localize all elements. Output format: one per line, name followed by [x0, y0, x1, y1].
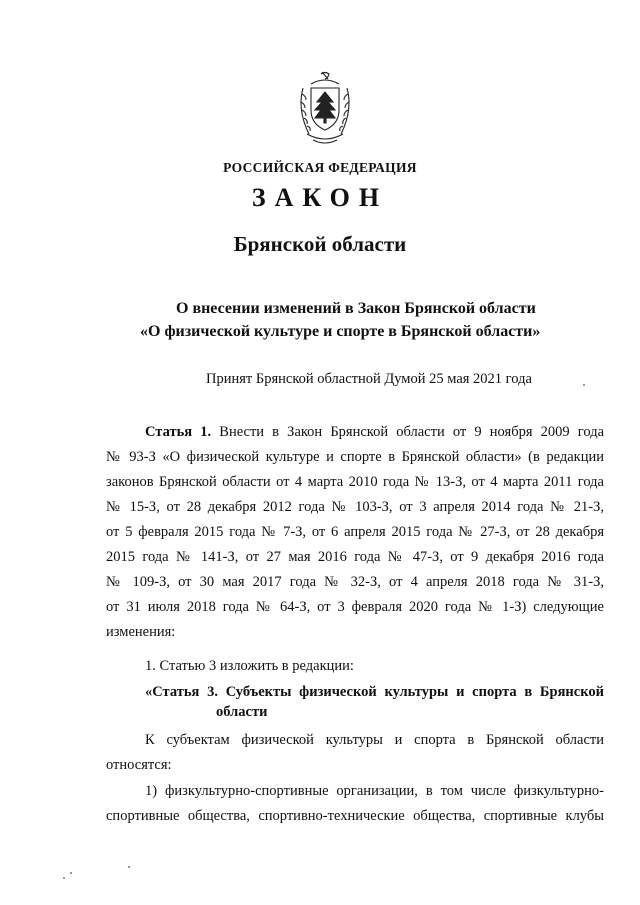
- article-3-heading-line-1: «Статья 3. Субъекты физической культуры и спорта в Брянской: [145, 684, 604, 700]
- document-title-line-1: О внесении изменений в Закон Брянской области: [176, 300, 536, 317]
- document-title-line-2: «О физической культуре и спорте в Брянской области»: [140, 323, 541, 340]
- article-3-heading-line-2: области: [216, 704, 268, 720]
- article-1-heading: Статья 1.: [145, 424, 212, 440]
- point-1-line-2: спортивные общества, спортивно-технические общества, спортивные клубы: [106, 808, 604, 824]
- article-1-line-1: [145, 424, 604, 441]
- region-heading: Брянской области: [233, 232, 407, 256]
- scan-speck: [63, 877, 65, 879]
- item-1: 1. Статью 3 изложить в редакции:: [145, 658, 354, 674]
- article-1-line-9: изменения:: [106, 624, 176, 640]
- article-1-line-5: от 5 февраля 2015 года № 7-З, от 6 апреля 2015 года № 27-З, от 28 декабря: [106, 524, 604, 540]
- law-heading: ЗАКОН: [251, 183, 389, 212]
- subjects-line-2: относятся:: [106, 757, 172, 773]
- bryansk-coat-of-arms-icon: [293, 70, 357, 150]
- article-1-line-7: № 109-З, от 30 мая 2017 года № 32-З, от 4 апреля 2018 года № 31-З,: [106, 574, 604, 590]
- scan-speck: [583, 384, 585, 386]
- article-1-text: Внести в Закон Брянской области от 9 ноября 2009 года: [219, 424, 605, 440]
- subjects-line-1: К субъектам физической культуры и спорта в Брянской области: [145, 732, 604, 748]
- article-1-line-4: № 15-З, от 28 декабря 2012 года № 103-З, от 3 апреля 2014 года № 21-З,: [106, 499, 604, 515]
- scan-speck: [128, 866, 130, 868]
- scan-speck: [70, 872, 72, 874]
- article-1-line-6: 2015 года № 141-З, от 27 мая 2016 года № 47-З, от 9 декабря 2016 года: [106, 549, 604, 565]
- adoption-note: Принят Брянской областной Думой 25 мая 2021 года: [206, 371, 532, 387]
- article-1-line-2: № 93-З «О физической культуре и спорте в Брянской области» (в редакции: [106, 449, 604, 465]
- point-1-line-1: 1) физкультурно-спортивные организации, в том числе физкультурно-: [145, 783, 604, 799]
- article-1-line-3: законов Брянской области от 4 марта 2010 года № 13-З, от 4 марта 2011 года: [106, 474, 604, 490]
- federation-label: РОССИЙСКАЯ ФЕДЕРАЦИЯ: [223, 160, 417, 175]
- article-1-line-8: от 31 июля 2018 года № 64-З, от 3 февраля 2020 года № 1-З) следующие: [106, 599, 604, 615]
